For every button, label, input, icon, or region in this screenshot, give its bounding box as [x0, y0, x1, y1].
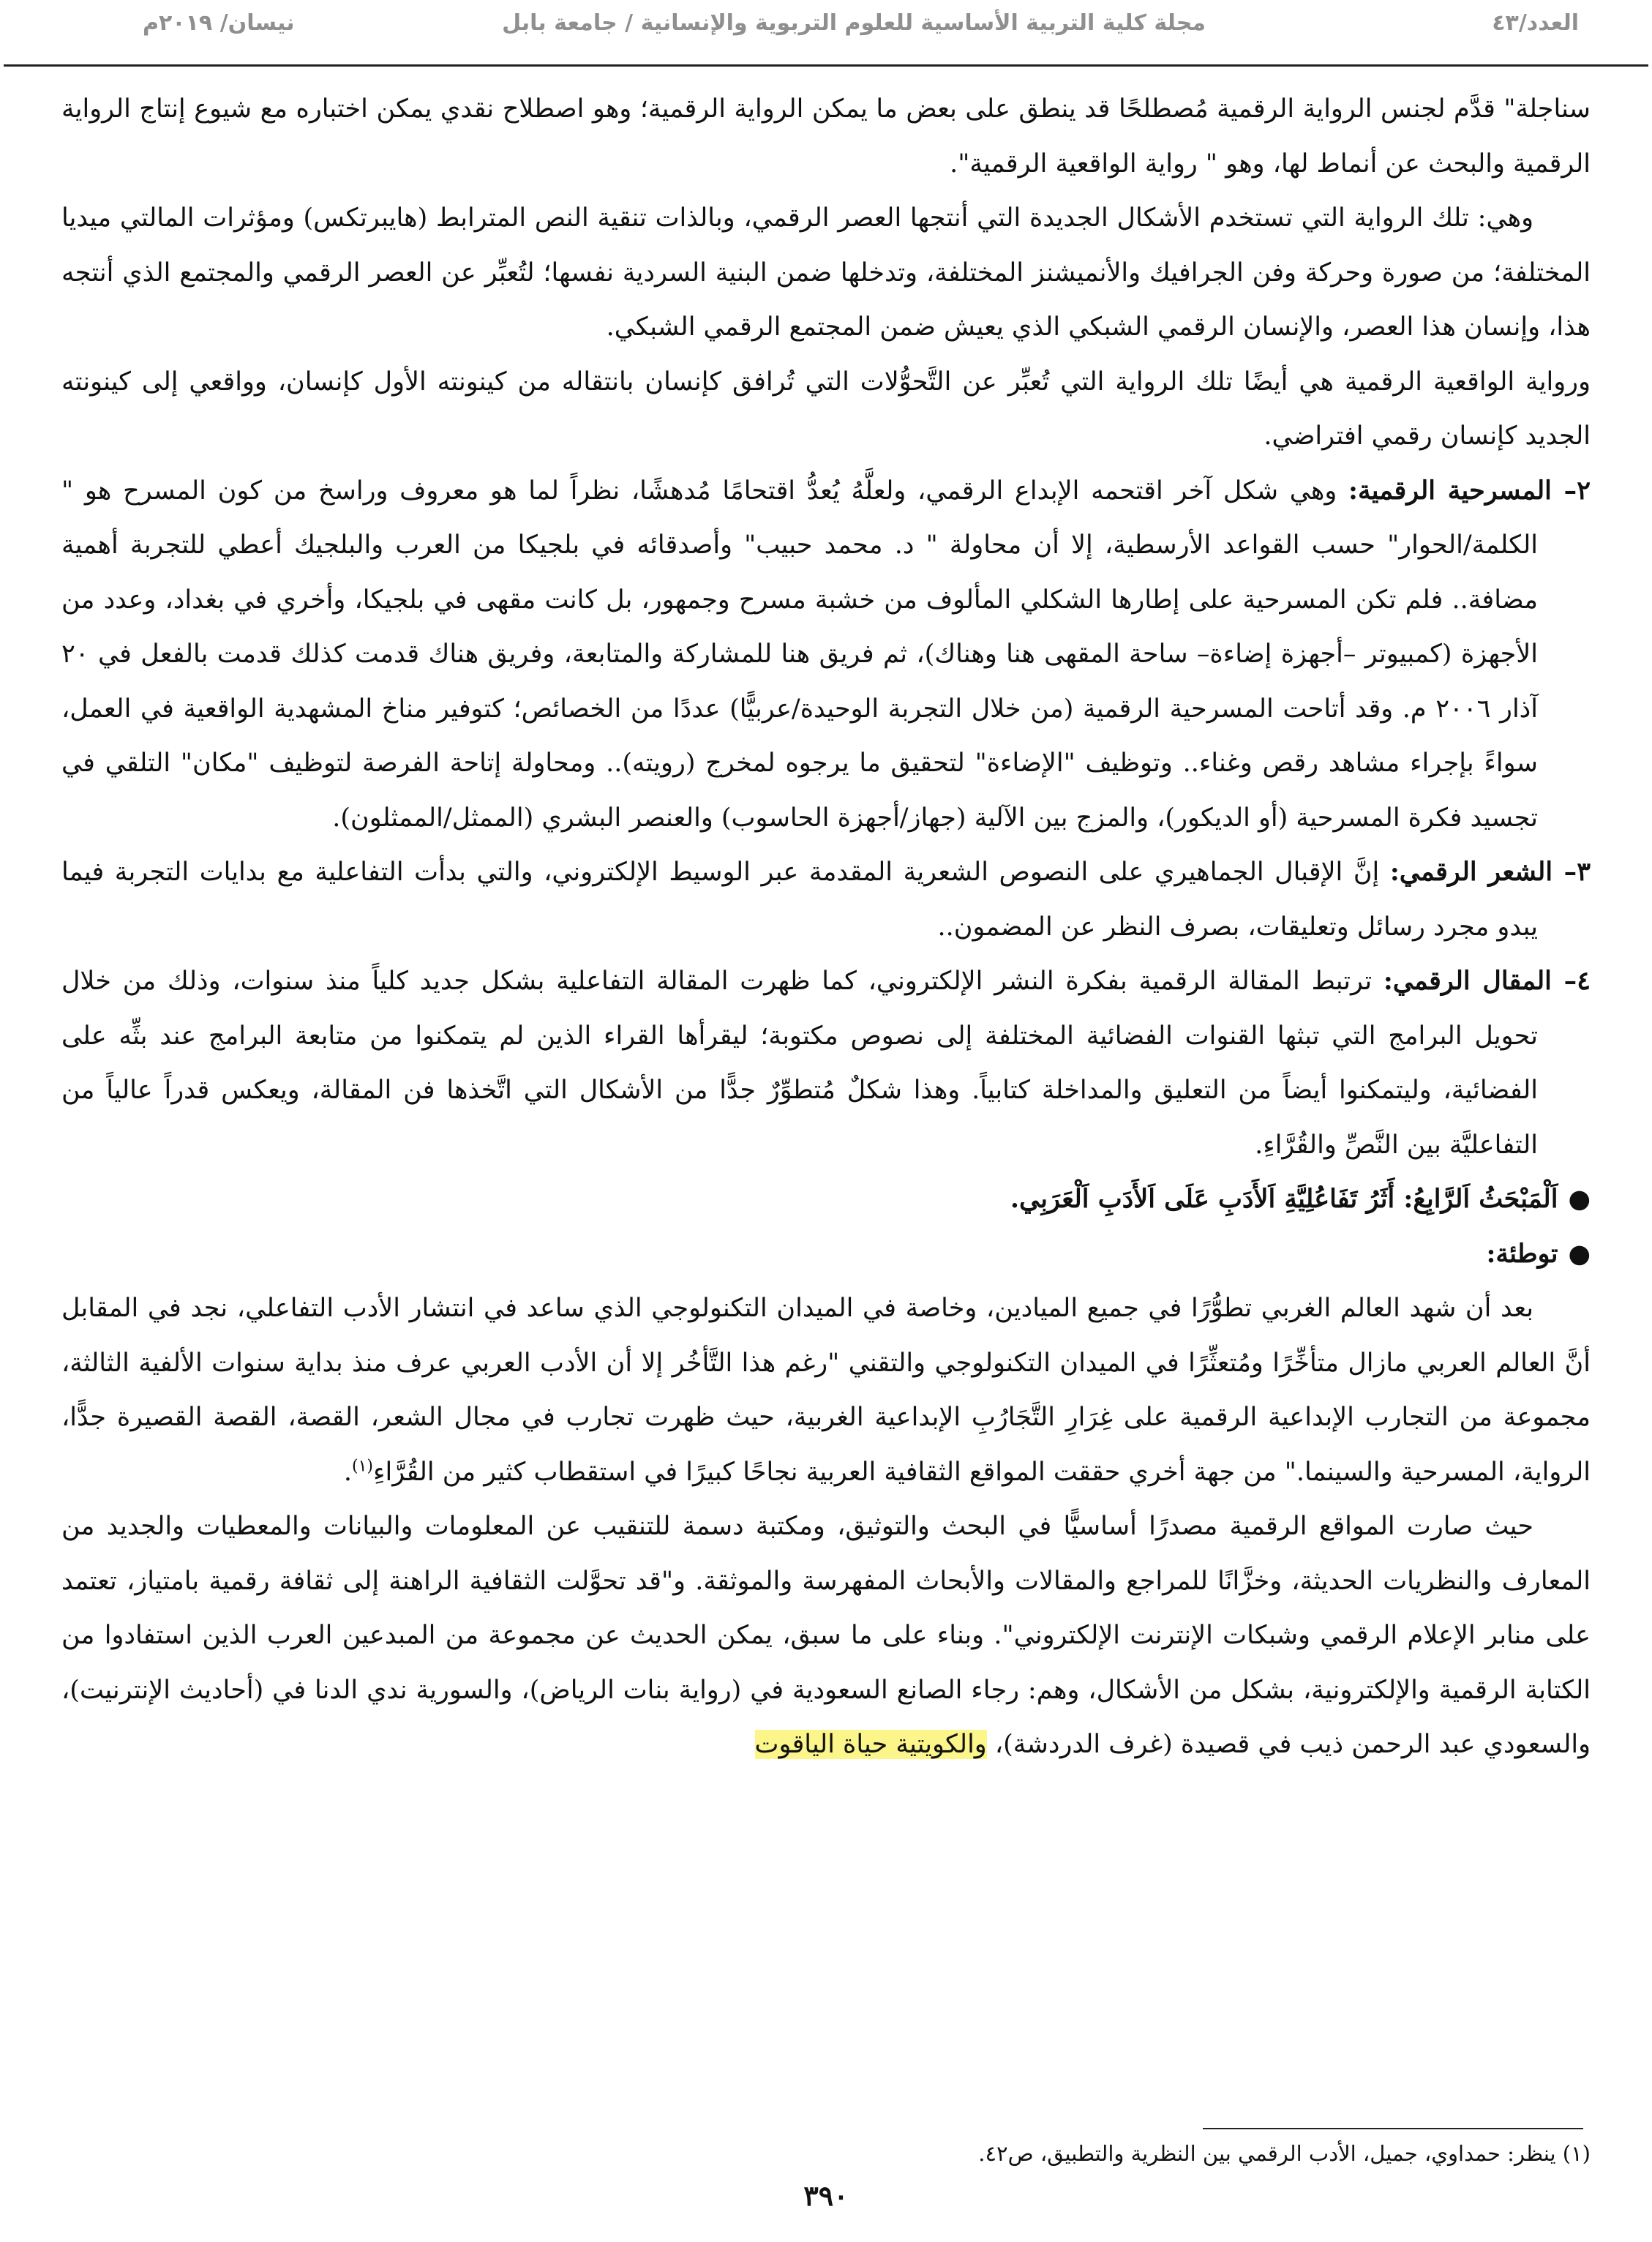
list-item-digital-poetry — [61, 845, 1591, 954]
paragraph-arab-digital-experience — [61, 1281, 1591, 1499]
subsection-heading — [61, 1227, 1591, 1282]
paragraph-text: حيث صارت المواقع الرقمية مصدرًا أساسيًّا في البحث والتوثيق، ومكتبة دسمة للتنقيب عن المعلومات والبيانات والمعطيات والجديد من المعارف والنظريات الحديثة، وخزَّانًا للمراجع والمقالات والأبحاث المفهرسة والموثقة. و"قد تحوَّلت الثقافية الراهنة إلى ثقافة رقمية بامتياز، تعتمد على منابر الإعلام الرقمي وشبكات الإنترنت الإلكتروني". وبناء على ما سبق، يمكن الحديث عن مجموعة من المبدعين العرب الذين استفادوا من الكتابة الرقمية والإلكترونية، بشكل من الأشكال، وهم: رجاء الصانع السعودية في (رواية بنات الرياض)، والسورية ندي الدنا في (أحاديث الإنترنيت)، والسعودي عبد الرحمن ذيب في قصيدة (غرف الدردشة)، — [61, 1512, 1591, 1759]
section-heading-text: اَلْمَبْحَثُ اَلرَّابِعُ: أَثَرُ تَفَاعُلِيَّةِ اَلأَدَبِ عَلَى اَلأَدَبِ اَلْعَرَبِي. — [1010, 1184, 1558, 1214]
footnote: (١) ينظر: حمداوي، جميل، الأدب الرقمي بين النظرية والتطبيق، ص٤٢. — [978, 2141, 1591, 2166]
footnote-reference[interactable]: (١) — [352, 1456, 374, 1475]
list-item-text: ترتبط المقالة الرقمية بفكرة النشر الإلكتروني، كما ظهرت المقالة التفاعلية بشكل جديد كلياً منذ سنوات، وذلك من خلال تحويل البرامج التي تبثها القنوات الفضائية المختلفة إلى نصوص مكتوبة؛ ليقرأها القراء الذين لم يتمكنوا من متابعة البرامج عند بثِّه على الفضائية، وليتمكنوا أيضاً من التعليق والمداخلة كتابياً. وهذا شكلٌ مُتطوِّرٌ جدًّا من الأشكال التي اتَّخذها فن المقالة، ويعكس قدراً عالياً من التفاعليَّة بين النَّصِّ والقُرَّاءِ. — [61, 967, 1538, 1160]
list-item-text: وهي شكل آخر اقتحمه الإبداع الرقمي، ولعلَّهُ يُعدُّ اقتحامًا مُدهشًا، نظراً لما هو معروف وراسخ من كون المسرح هو " الكلمة/الحوار" حسب القواعد الأرسطية، إلا أن محاولة " د. محمد حبيب" وأصدقائه في بلجيكا من العرب والبلجيك أعطي للتجربة أهمية مضافة.. فلم تكن المسرحية على إطارها الشكلي المألوف من خشبة مسرح وجمهور، بل كانت مقهى في بلجيكا، وأخري في بغداد، وعدد من الأجهزة (كمبيوتر –أجهزة إضاءة– ساحة المقهى هنا وهناك)، ثم فريق هنا للمشاركة والمتابعة، وفريق هناك قدمت كذلك قدمت بالفعل في ٢٠ آذار ٢٠٠٦ م. وقد أتاحت المسرحية الرقمية (من خلال التجربة الوحيدة/عربيًّا) عددًا من الخصائص؛ كتوفير مناخ المشهدية الواقعية في العمل، سواءً بإجراء مشاهد رقص وغناء.. وتوظيف "الإضاءة" لتحقيق ما يرجوه لمخرج (رويته).. ومحاولة إتاحة الفرصة لتوظيف "مكان" التلقي في تجسيد فكرة المسرحية (أو الديكور)، والمزج بين الآلية (جهاز/أجهزة الحاسوب) والعنصر البشري (الممثل/الممثلون). — [61, 476, 1538, 833]
section-heading — [61, 1172, 1591, 1227]
journal-title: مجلة كلية التربية الأساسية للعلوم التربوية والإنسانية / جامعة بابل — [502, 10, 1206, 36]
header-divider — [4, 64, 1648, 67]
paragraph-digital-realism: ورواية الواقعية الرقمية هي أيضًا تلك الرواية التي تُعبِّر عن التَّحوُّلات التي تُرافق كإنسان بانتقاله من كينونته الأول كإنسان، وواقعي إلى كينونته الجديد كإنسان رقمي افتراضي. — [61, 367, 1591, 451]
list-item-label: ٣– الشعر الرقمي: — [1389, 857, 1591, 887]
bullet-icon: ● — [1568, 1184, 1591, 1214]
running-header — [0, 10, 1652, 54]
footnote-divider — [1203, 2128, 1583, 2129]
list-item-digital-essay — [61, 954, 1591, 1172]
bullet-icon: ● — [1568, 1238, 1591, 1269]
paragraph-digital-novel-term: سناجلة" قدَّم لجنس الرواية الرقمية مُصطلحًا قد ينطق على بعض ما يمكن الرواية الرقمية؛ وهو اصطلاح نقدي يمكن اختباره مع شيوع إنتاج الرواية الرقمية والبحث عن أنماط لها، وهو " رواية الواقعية الرقمية". — [61, 94, 1591, 179]
page-number: ٣٩٠ — [803, 2179, 849, 2212]
issue-number: العدد/٤٣ — [1492, 10, 1579, 36]
list-item-label: ٢– المسرحية الرقمية: — [1348, 475, 1591, 506]
paragraph-end: . — [343, 1457, 352, 1487]
list-item-label: ٤– المقال الرقمي: — [1383, 966, 1591, 996]
highlighted-text: والكويتية حياة الياقوت — [754, 1730, 987, 1759]
paragraph-text: بعد أن شهد العالم الغربي تطوُّرًا في جميع الميادين، وخاصة في الميدان التكنولوجي الذي ساعد في انتشار الأدب التفاعلي، نجد في المقابل أنَّ العالم العربي مازال متأخِّرًا ومُتعثِّرًا في الميدان التكنولوجي والتقني "رغم هذا التَّأخُر إلا أن الأدب العربي عرف منذ بداية سنوات الألفية الثالثة، مجموعة من التجارب الإبداعية الرقمية على غِرَارِ التَّجَارُبِ الإبداعية الغربية، حيث ظهرت تجارب في مجال الشعر، القصة، القصة القصيرة جدًّا، الرواية، المسرحية والسينما." من جهة أخري حققت المواقع الثقافية العربية نجاحًا كبيرًا في استقطاب كثير من القُرَّاءِ — [61, 1294, 1591, 1487]
list-item-digital-theatre — [61, 464, 1591, 846]
list-item-text: إنَّ الإقبال الجماهيري على النصوص الشعرية المقدمة عبر الوسيط الإلكتروني، والتي بدأت التفاعلية مع بدايات التجربة فيما يبدو مجرد رسائل وتعليقات، بصرف النظر عن المضمون.. — [61, 858, 1538, 942]
paragraph-digital-sites — [61, 1499, 1591, 1772]
subsection-heading-text: توطئة: — [1486, 1238, 1558, 1269]
paragraph-digital-novel-definition: وهي: تلك الرواية التي تستخدم الأشكال الجديدة التي أنتجها العصر الرقمي، وبالذات تنقية النص المترابط (هايبرتكس) ومؤثرات المالتي ميديا المختلفة؛ من صورة وحركة وفن الجرافيك والأنميشنز المختلفة، وتدخلها ضمن البنية السردية نفسها؛ لتُعبِّر عن العصر الرقمي والمجتمع الذي أنتجه هذا، وإنسان هذا العصر، والإنسان الرقمي الشبكي الذي يعيش ضمن المجتمع الرقمي الشبكي. — [61, 203, 1591, 342]
issue-date: نيسان/ ٢٠١٩م — [143, 10, 295, 36]
article-body — [61, 82, 1591, 1772]
